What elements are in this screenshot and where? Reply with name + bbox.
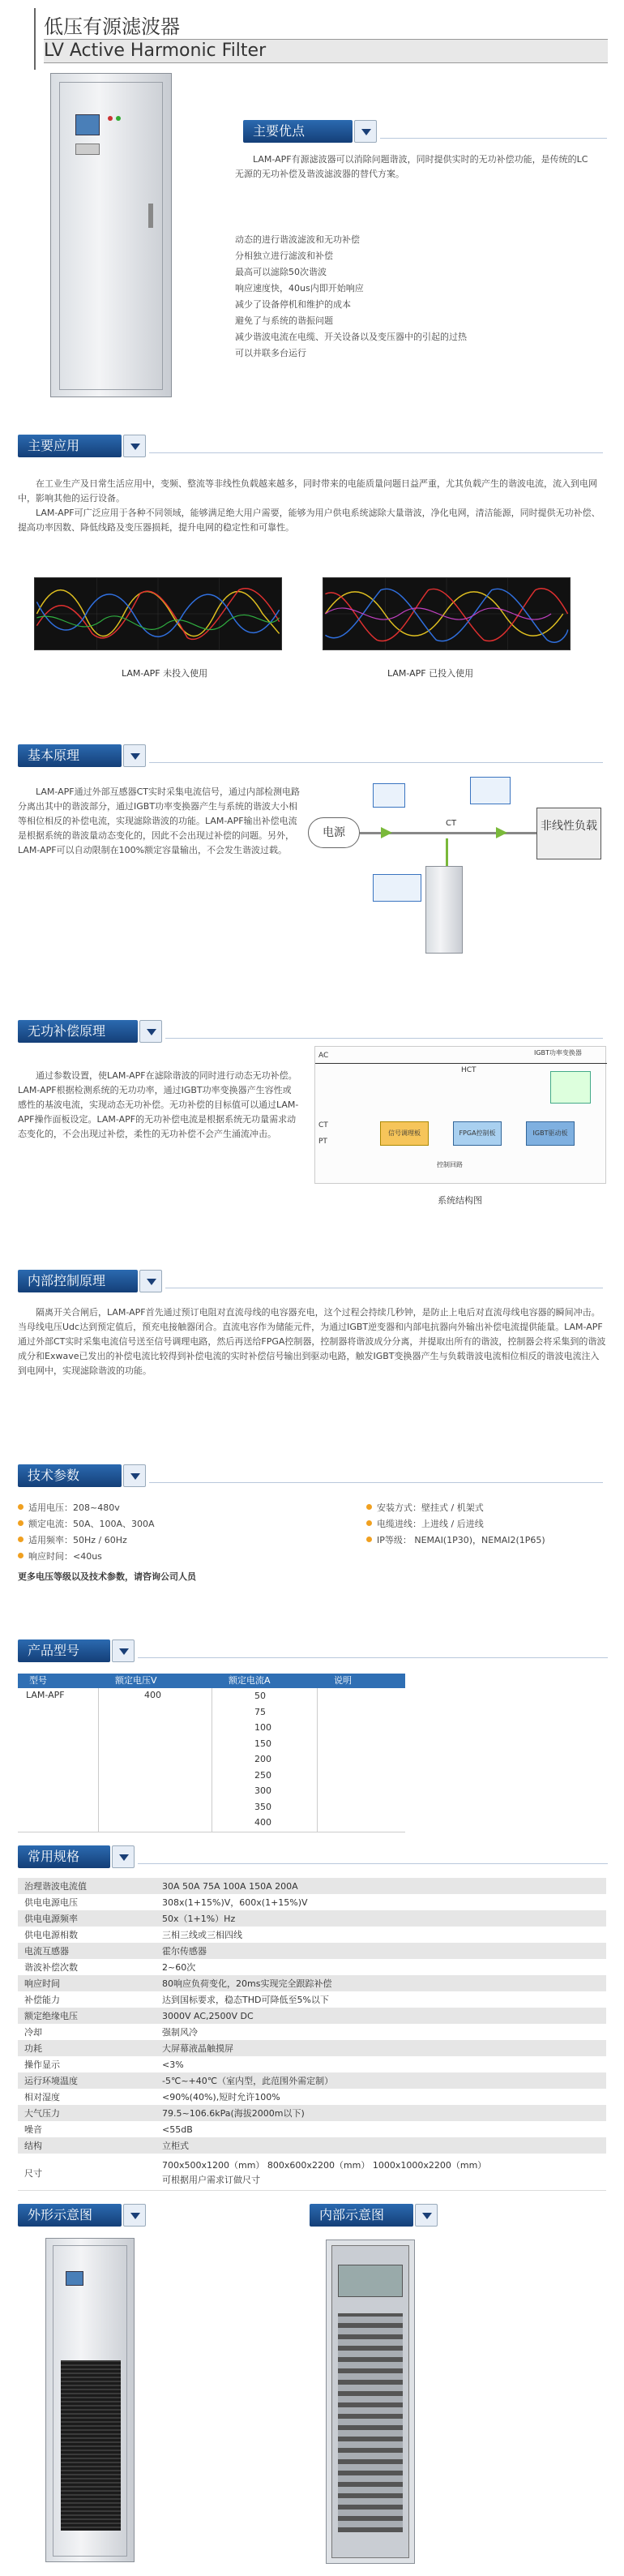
divider — [149, 452, 603, 453]
spec-key: 相对湿度 — [18, 2089, 156, 2105]
list-item: 减少谐波电流在电缆、开关设备以及变压器中的引起的过热 — [235, 332, 467, 342]
table-row — [18, 2040, 606, 2056]
outline-cabinet-image — [45, 2238, 135, 2562]
list-item: IP等级： NEMAI(1P30)，NEMAI2(1P65) — [366, 1532, 609, 1549]
table-cell: 50 — [254, 1691, 266, 1701]
chevron-down-icon — [139, 1020, 162, 1043]
spec-key: 电流互感器 — [18, 1943, 156, 1959]
size-value-2: 可根据用户需求订做尺寸 — [162, 2175, 260, 2185]
table-row — [18, 1959, 606, 1975]
tech-right-list — [366, 1500, 609, 1549]
spec-value: <3% — [156, 2056, 606, 2072]
spec-value: 三相三线或三相四线 — [156, 1927, 606, 1943]
list-item: 响应时间：<40us — [18, 1549, 310, 1565]
tech-heading-text: 技术参数 — [28, 1468, 80, 1483]
chevron-down-icon — [354, 120, 377, 143]
spec-value: 2~60次 — [156, 1959, 606, 1975]
tech-note: 更多电压等级以及技术参数，请咨询公司人员 — [18, 1571, 196, 1582]
applications-p1: 在工业生产及日常生活应用中，变频、整流等非线性负载越来越多，同时带来的电能质量问题日益严重，尤其负载产生的谐波电流，流入到电网中，影响其他的运行设备。 — [18, 478, 597, 504]
applications-heading-text: 主要应用 — [28, 438, 80, 453]
list-item: 电缆进线：上进线 / 后进线 — [366, 1516, 609, 1532]
page-subtitle: LV Active Harmonic Filter — [44, 39, 608, 63]
list-item: 安装方式：壁挂式 / 机架式 — [366, 1500, 609, 1516]
spec-key: 结构 — [18, 2137, 156, 2154]
table-header-row — [18, 1674, 405, 1688]
fpga-board: FPGA控制板 — [453, 1121, 502, 1146]
waveform-icon — [470, 777, 511, 804]
list-item: 减少了设备停机和维护的成本 — [235, 299, 351, 310]
specs-size-row — [18, 2155, 606, 2191]
list-item: 动态的进行谐波滤波和无功补偿 — [235, 234, 360, 245]
section-heading-outline — [18, 2204, 122, 2227]
spec-key: 冷却 — [18, 2024, 156, 2040]
waveform-before-image — [34, 577, 282, 650]
model-name-cell: LAM-APF — [18, 1688, 99, 1832]
waveform-after-image — [323, 577, 571, 650]
divider — [149, 762, 603, 763]
spec-value: 大屏幕液晶触摸屏 — [156, 2040, 606, 2056]
principle-heading-text: 基本原理 — [28, 748, 80, 763]
list-item: 适用频率：50Hz / 60Hz — [18, 1532, 310, 1549]
list-item: 响应速度快，40us内即开始响应 — [235, 283, 364, 294]
table-cell: 250 — [254, 1769, 271, 1781]
divider — [380, 138, 607, 139]
page-title-block — [34, 8, 608, 70]
load-node: 非线性负载 — [536, 808, 601, 859]
spec-value: 80响应负荷变化，20ms实现完全跟踪补偿 — [156, 1975, 606, 1991]
control-heading-text: 内部控制原理 — [28, 1273, 106, 1288]
pt-label: PT — [318, 1138, 327, 1146]
list-item: 避免了与系统的谐振问题 — [235, 315, 333, 326]
right-arrow-icon — [496, 827, 507, 838]
spec-value: -5℃~+40℃（室内型，此范围外需定制） — [156, 2072, 606, 2089]
waveform-icon — [373, 874, 421, 902]
spec-key: 额定绝缘电压 — [18, 2008, 156, 2024]
hct-label: HCT — [461, 1066, 477, 1074]
outline-heading-text: 外形示意图 — [28, 2207, 93, 2222]
advantages-heading-text: 主要优点 — [253, 123, 306, 139]
section-heading-reactive — [18, 1020, 138, 1043]
caption-before: LAM-APF 未投入使用 — [122, 668, 208, 679]
divider — [138, 1657, 608, 1658]
table-header-cell: 额定电流A — [229, 1675, 271, 1686]
table-row — [18, 1943, 606, 1959]
internal-cabinet-image — [326, 2240, 415, 2564]
section-heading-models — [18, 1639, 110, 1662]
principle-diagram — [308, 777, 608, 955]
table-row — [18, 2008, 606, 2024]
spec-value: 79.5~106.6kPa(海拔2000m以下) — [156, 2105, 606, 2121]
table-row — [18, 2056, 606, 2072]
igbt-converter-block — [550, 1071, 591, 1104]
page-title: 低压有源滤波器 — [44, 15, 180, 38]
table-row — [18, 1991, 606, 2008]
table-cell: 75 — [254, 1706, 266, 1717]
right-arrow-icon — [381, 827, 392, 838]
table-row — [18, 2072, 606, 2089]
spec-key: 供电电源电压 — [18, 1894, 156, 1910]
divider — [165, 1038, 603, 1039]
reactive-heading-text: 无功补偿原理 — [28, 1023, 106, 1039]
table-row — [18, 2089, 606, 2105]
spec-value: 3000V AC,2500V DC — [156, 2008, 606, 2024]
size-value-1: 700x500x1200（mm） 800x600x2200（mm） 1000x1000x2200（mm） — [162, 2160, 487, 2171]
spec-key: 供电电源频率 — [18, 1910, 156, 1927]
list-item: 额定电流：50A、100A、300A — [18, 1516, 310, 1532]
apf-cabinet-icon — [425, 866, 463, 954]
table-row — [18, 1878, 606, 1894]
specs-heading-text: 常用规格 — [28, 1849, 80, 1864]
table-cell: 350 — [254, 1801, 271, 1812]
chevron-down-icon — [123, 2204, 146, 2227]
section-heading-specs — [18, 1845, 110, 1868]
table-header-cell: 型号 — [29, 1675, 47, 1686]
spec-key: 治理谐波电流值 — [18, 1878, 156, 1894]
waveform-icon — [373, 783, 405, 808]
spec-key: 补偿能力 — [18, 1991, 156, 2008]
spec-value: <55dB — [156, 2121, 606, 2137]
igbt-driver-board: IGBT驱动板 — [526, 1121, 575, 1146]
current-column — [212, 1688, 318, 1832]
table-row — [18, 1927, 606, 1943]
ct-label: CT — [446, 819, 457, 828]
tech-left-list — [18, 1500, 310, 1565]
chevron-down-icon — [123, 744, 146, 767]
principle-text: LAM-APF通过外部互感器CT实时采集电流信号，通过内部检测电路分离出其中的谐波部分，通过IGBT功率变换器产生与系统的谐波大小相等相位相反的补偿电流，实现滤除谐波的功能。LAM-APF输出补偿电流是根据系统的谐波量动态变化的，因此不会出现过补偿的问题。另外，LAM-APF可以自动限制在100%额定容量输出，不会发生谐波过载。 — [18, 787, 301, 855]
divider — [149, 1482, 603, 1483]
chevron-down-icon — [112, 1845, 135, 1868]
table-header-cell: 说明 — [334, 1675, 352, 1686]
section-heading-applications — [18, 435, 122, 457]
chevron-down-icon — [112, 1639, 135, 1662]
spec-key: 噪音 — [18, 2121, 156, 2137]
spec-value: 308x(1+15%)V，600x(1+15%)V — [156, 1894, 606, 1910]
table-cell: 150 — [254, 1738, 271, 1749]
reactive-text: 通过参数设置，使LAM-APF在滤除谐波的同时进行动态无功补偿。LAM-APF根据检测系统的无功功率，通过IGBT功率变换器产生容性或感性的基波电流，实现动态无功补偿。无功补偿的目标值可以通过LAM-APF操作面板设定。LAM-APF的无功补偿电流是根据系统无功量需求动态变化的，不会出现过补偿，柔性的无功补偿不会产生涌流冲击。 — [18, 1070, 299, 1139]
advantages-intro: LAM-APF有源滤波器可以消除问题谐波，同时提供实时的无功补偿功能，是传统的LC无源的无功补偿及谐波滤波器的替代方案。 — [235, 154, 588, 179]
control-loop-label: 控制回路 — [437, 1161, 463, 1168]
table-header-cell: 额定电压V — [115, 1675, 157, 1686]
spec-value: 达到国标要求，稳态THD可降低至5%以下 — [156, 1991, 606, 2008]
table-cell: 400 — [254, 1817, 271, 1828]
ac-label: AC — [318, 1052, 329, 1060]
caption-after: LAM-APF 已投入使用 — [387, 668, 474, 679]
chevron-down-icon — [139, 1270, 162, 1292]
note-column — [318, 1688, 405, 1832]
spec-value: 强制风冷 — [156, 2024, 606, 2040]
spec-key: 功耗 — [18, 2040, 156, 2056]
specs-table — [18, 1878, 606, 2154]
source-node: 电源 — [308, 817, 360, 848]
voltage-cell: 400 — [99, 1688, 212, 1832]
table-cell: 100 — [254, 1722, 271, 1733]
system-structure-diagram — [314, 1046, 606, 1184]
list-item: 可以并联多台运行 — [235, 348, 306, 358]
divider — [138, 1863, 608, 1864]
table-row — [18, 2105, 606, 2121]
spec-key: 谐波补偿次数 — [18, 1959, 156, 1975]
spec-key: 运行环境温度 — [18, 2072, 156, 2089]
table-cell: 300 — [254, 1785, 271, 1796]
section-heading-advantages — [243, 120, 353, 143]
control-text: 隔离开关合闸后，LAM-APF首先通过预订电阻对直流母线的电容器充电，这个过程会持续几秒钟，是防止上电后对直流母线电容器的瞬间冲击。当母线电压Udc达到预定值后，预充电接触器闭合。直流电容作为储能元件，为通过IGBT逆变器和内部电抗器向外输出补偿电流提供能量。LAM-APF通过外部CT实时采集电流信号送至信号调理电路，然后再送给FPGA控制器，控制器将谐波成分分离，并提取出所有的谐波，控制器会将采集到的谐波成分和Exwave已发出的补偿电流比较得到补偿电流的实时补偿信号输出到驱动电路，触发IGBT变换器产生与负载谐波电流相位相反的谐波电流注入到电网中，实现滤除谐波的功能。 — [18, 1307, 606, 1376]
models-table — [18, 1674, 405, 1832]
chevron-down-icon — [123, 435, 146, 457]
spec-key: 操作显示 — [18, 2056, 156, 2072]
ct-label: CT — [318, 1121, 328, 1129]
table-row — [18, 1975, 606, 1991]
product-cabinet-image — [50, 73, 172, 397]
spec-value: 30A 50A 75A 100A 150A 200A — [156, 1878, 606, 1894]
list-item: 适用电压：208~480v — [18, 1500, 310, 1516]
table-row — [18, 1910, 606, 1927]
list-item: 最高可以滤除50次谐波 — [235, 267, 327, 277]
section-heading-internal — [310, 2204, 413, 2227]
internal-heading-text: 内部示意图 — [319, 2207, 385, 2222]
spec-key: 供电电源相数 — [18, 1927, 156, 1943]
list-item: 分相独立进行滤波和补偿 — [235, 251, 333, 261]
spec-value: 立柜式 — [156, 2137, 606, 2154]
signal-board: 信号调理板 — [380, 1121, 429, 1146]
section-heading-principle — [18, 744, 122, 767]
igbt-converter-label: IGBT功率变换器 — [534, 1049, 582, 1057]
spec-key: 大气压力 — [18, 2105, 156, 2121]
section-heading-control — [18, 1270, 138, 1292]
table-row — [18, 2024, 606, 2040]
models-body — [18, 1688, 405, 1832]
size-key: 尺寸 — [24, 2168, 42, 2179]
spec-value: <90%(40%),短时允许100% — [156, 2089, 606, 2105]
spec-value: 霍尔传感器 — [156, 1943, 606, 1959]
table-cell: 200 — [254, 1754, 271, 1764]
spec-key: 响应时间 — [18, 1975, 156, 1991]
section-heading-tech — [18, 1464, 122, 1487]
models-heading-text: 产品型号 — [28, 1643, 80, 1658]
advantages-list — [235, 232, 600, 362]
table-row — [18, 1894, 606, 1910]
table-row — [18, 2121, 606, 2137]
table-row — [18, 2137, 606, 2154]
spec-value: 50x（1+1%）Hz — [156, 1910, 606, 1927]
chevron-down-icon — [415, 2204, 438, 2227]
chevron-down-icon — [123, 1464, 146, 1487]
system-structure-caption: 系统结构图 — [438, 1195, 482, 1206]
applications-p2: LAM-APF可广泛应用于各种不同领域，能够满足绝大用户需要，能够为用户供电系统滤除大量谐波，净化电网，清洁能源，同时提供无功补偿、提高功率因数、降低线路及变压器损耗，提升电网的稳定性和可靠性。 — [18, 508, 600, 533]
